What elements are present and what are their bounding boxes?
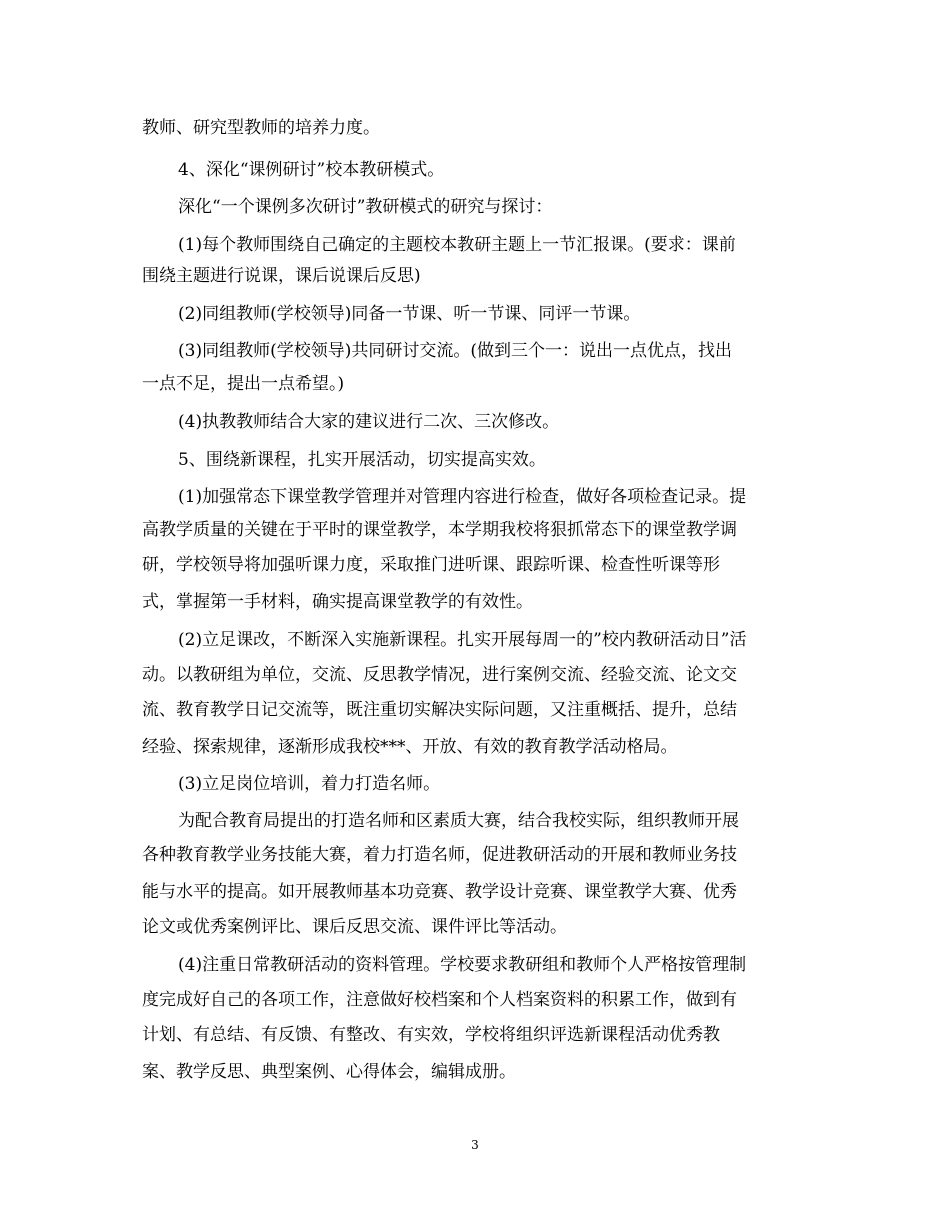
text-line: 为配合教育局提出的打造名师和区素质大赛，结合我校实际，组织教师开展 (178, 811, 739, 831)
text-line: (2)同组教师(学校领导)同备一节课、听一节课、同评一节课。 (178, 304, 641, 324)
text-line: (1)每个教师围绕自己确定的主题校本教研主题上一节汇报课。(要求：课前 (178, 235, 736, 255)
text-line: 一点不足，提出一点希望。) (142, 374, 345, 394)
text-line: 论文或优秀案例评比、课后反思交流、课件评比等活动。 (142, 917, 567, 937)
text-line: 流、教育教学日记交流等，既注重切实解决实际问题，又注重概括、提升，总结 (142, 700, 737, 720)
text-line: 4、深化“课例研讨”校本教研模式。 (178, 160, 445, 180)
text-line: 动。以教研组为单位，交流、反思教学情况，进行案例交流、经验交流、论文交 (142, 665, 737, 685)
text-line: (2)立足课改，不断深入实施新课程。扎实开展每周一的”校内教研活动日”活 (178, 630, 747, 650)
text-line: (3)同组教师(学校领导)共同研讨交流。(做到三个一：说出一点优点，找出 (178, 341, 732, 361)
text-line: (4)执教教师结合大家的建议进行二次、三次修改。 (178, 412, 560, 432)
text-line: 深化“一个课例多次研讨”教研模式的研究与探讨： (178, 197, 553, 217)
text-line: 教师、研究型教师的培养力度。 (142, 118, 380, 138)
text-line: (3)立足岗位培训，着力打造名师。 (178, 774, 441, 794)
text-line: 经验、探索规律，逐渐形成我校***、开放、有效的教育教学活动格局。 (142, 737, 678, 757)
text-line: 研，学校领导将加强听课力度，采取推门进听课、跟踪听课、检查性听课等形 (142, 555, 720, 575)
text-line: 能与水平的提高。如开展教师基本功竞赛、教学设计竞赛、课堂教学大赛、优秀 (142, 882, 737, 902)
text-line: 高教学质量的关键在于平时的课堂教学，本学期我校将狠抓常态下的课堂教学调 (142, 520, 737, 540)
text-line: 5、围绕新课程，扎实开展活动，切实提高实效。 (178, 450, 546, 470)
text-line: 计划、有总结、有反馈、有整改、有实效，学校将组织评选新课程活动优秀教 (142, 1025, 720, 1045)
text-line: 度完成好自己的各项工作，注意做好校档案和个人档案资料的积累工作，做到有 (142, 990, 737, 1010)
text-line: 案、教学反思、典型案例、心得体会，编辑成册。 (142, 1062, 516, 1082)
text-line: (1)加强常态下课堂教学管理并对管理内容进行检查，做好各项检查记录。提 (178, 487, 747, 507)
text-line: 式，掌握第一手材料，确实提高课堂教学的有效性。 (142, 592, 533, 612)
text-line: 围绕主题进行说课，课后说课后反思) (142, 266, 421, 286)
text-line: 各种教育教学业务技能大赛，着力打造名师，促进教研活动的开展和教师业务技 (142, 845, 737, 865)
text-line: (4)注重日常教研活动的资料管理。学校要求教研组和教师个人严格按管理制 (178, 955, 747, 975)
page-number: 3 (471, 1138, 479, 1152)
